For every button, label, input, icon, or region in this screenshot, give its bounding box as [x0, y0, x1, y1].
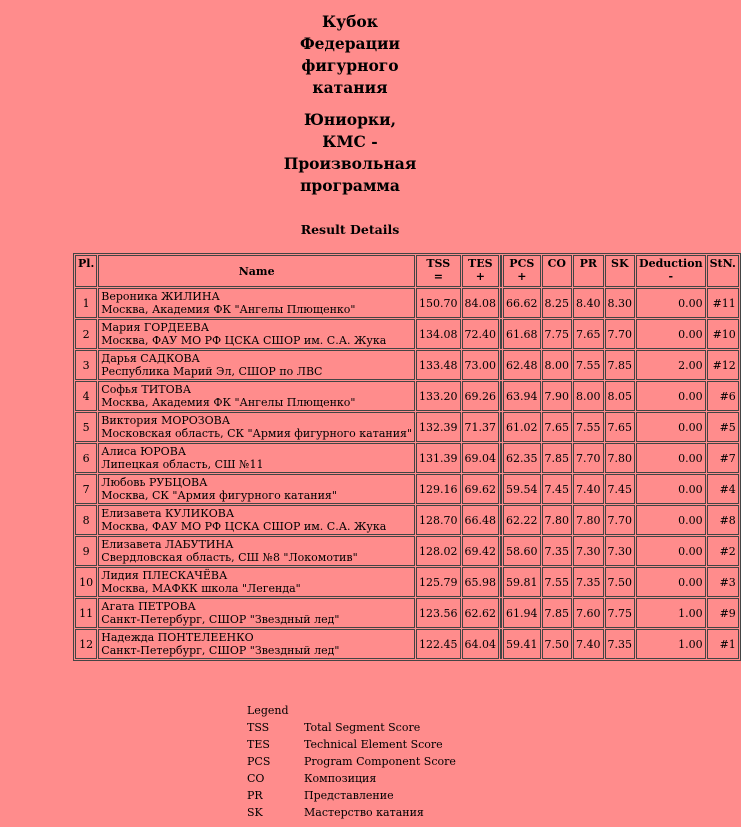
cell-gap: [500, 443, 502, 473]
cell-pr: 7.60: [573, 598, 604, 628]
cell-pr: 7.30: [573, 536, 604, 566]
table-row: [75, 443, 739, 473]
header-deduction-op: -: [668, 270, 674, 283]
cell-deduction: 2.00: [636, 350, 706, 380]
cell-co: 7.75: [542, 319, 573, 349]
cell-pcs: 66.62: [503, 288, 541, 318]
cell-place: 4: [75, 381, 97, 411]
header-tss: [416, 255, 461, 287]
cell-place: 6: [75, 443, 97, 473]
header-gap: [500, 255, 502, 287]
legend-row: [247, 787, 456, 804]
cell-co: 7.65: [542, 412, 573, 442]
athlete-name: Вероника ЖИЛИНА: [101, 290, 220, 303]
cell-name: [98, 319, 415, 349]
cell-pr: 8.40: [573, 288, 604, 318]
cell-name: [98, 350, 415, 380]
cell-tss: 133.20: [416, 381, 461, 411]
legend-title: Legend: [247, 704, 289, 717]
cell-starting-number: #5: [707, 412, 739, 442]
legend-abbr: PR: [247, 789, 263, 802]
cell-name: [98, 598, 415, 628]
cell-place: 2: [75, 319, 97, 349]
cell-pcs: 61.02: [503, 412, 541, 442]
table-row: [75, 629, 739, 659]
legend-items: [247, 719, 456, 821]
cell-tes: 72.40: [462, 319, 500, 349]
athlete-club: Республика Марий Эл, СШОР по ЛВС: [101, 365, 323, 378]
cell-pr: 7.80: [573, 505, 604, 535]
cell-gap: [500, 381, 502, 411]
cell-gap: [500, 319, 502, 349]
cell-place: 11: [75, 598, 97, 628]
cell-name: [98, 567, 415, 597]
cell-deduction: 1.00: [636, 629, 706, 659]
cell-sk: 7.70: [605, 505, 636, 535]
cell-pr: 7.55: [573, 350, 604, 380]
cell-name: [98, 412, 415, 442]
cell-starting-number: #10: [707, 319, 739, 349]
cell-co: 7.90: [542, 381, 573, 411]
cell-tes: 84.08: [462, 288, 500, 318]
athlete-name: Алиса ЮРОВА: [101, 445, 187, 458]
event-title: [250, 11, 450, 99]
event-title-line: фигурного: [301, 56, 399, 75]
cell-gap: [500, 505, 502, 535]
cell-sk: 7.30: [605, 536, 636, 566]
header-tes: [462, 255, 500, 287]
segment-title-line: Произвольная: [283, 154, 417, 173]
legend-abbr: TSS: [247, 721, 270, 734]
header-pr: PR: [573, 255, 604, 287]
results-body: [75, 288, 739, 659]
cell-deduction: 0.00: [636, 288, 706, 318]
cell-deduction: 0.00: [636, 412, 706, 442]
table-row: [75, 536, 739, 566]
cell-tes: 71.37: [462, 412, 500, 442]
cell-tes: 65.98: [462, 567, 500, 597]
cell-deduction: 0.00: [636, 319, 706, 349]
cell-co: 7.45: [542, 474, 573, 504]
cell-sk: 7.70: [605, 319, 636, 349]
legend-row: [247, 719, 456, 736]
cell-tes: 69.62: [462, 474, 500, 504]
header-sk: SK: [605, 255, 636, 287]
table-row: [75, 598, 739, 628]
cell-pcs: 61.68: [503, 319, 541, 349]
athlete-name: Елизавета ЛАБУТИНА: [101, 538, 234, 551]
cell-name: [98, 381, 415, 411]
cell-place: 8: [75, 505, 97, 535]
athlete-club: Москва, МАФКК школа "Легенда": [101, 582, 301, 595]
cell-starting-number: #7: [707, 443, 739, 473]
cell-pcs: 59.41: [503, 629, 541, 659]
cell-pr: 7.65: [573, 319, 604, 349]
cell-tss: 125.79: [416, 567, 461, 597]
cell-pr: 8.00: [573, 381, 604, 411]
cell-tes: 62.62: [462, 598, 500, 628]
legend-description: Total Segment Score: [304, 721, 421, 734]
legend-row: [247, 804, 456, 821]
cell-starting-number: #8: [707, 505, 739, 535]
cell-co: 7.80: [542, 505, 573, 535]
cell-deduction: 0.00: [636, 381, 706, 411]
cell-sk: 8.05: [605, 381, 636, 411]
cell-sk: 7.75: [605, 598, 636, 628]
cell-sk: 7.45: [605, 474, 636, 504]
athlete-club: Москва, Академия ФК "Ангелы Плющенко": [101, 303, 356, 316]
cell-tss: 133.48: [416, 350, 461, 380]
cell-sk: 7.85: [605, 350, 636, 380]
table-row: [75, 350, 739, 380]
cell-tss: 122.45: [416, 629, 461, 659]
cell-gap: [500, 288, 502, 318]
cell-name: [98, 505, 415, 535]
header-deduction-label: Deduction: [639, 257, 703, 270]
cell-sk: 7.65: [605, 412, 636, 442]
athlete-name: Софья ТИТОВА: [101, 383, 192, 396]
cell-name: [98, 288, 415, 318]
cell-co: 8.00: [542, 350, 573, 380]
athlete-club: Москва, ФАУ МО РФ ЦСКА СШОР им. С.А. Жука: [101, 334, 387, 347]
athlete-club: Москва, ФАУ МО РФ ЦСКА СШОР им. С.А. Жука: [101, 520, 387, 533]
legend-abbr: SK: [247, 806, 263, 819]
cell-pcs: 59.54: [503, 474, 541, 504]
cell-pr: 7.40: [573, 629, 604, 659]
cell-co: 8.25: [542, 288, 573, 318]
legend-description: Представление: [304, 789, 394, 802]
cell-tss: 128.70: [416, 505, 461, 535]
cell-tss: 150.70: [416, 288, 461, 318]
legend-description: Композиция: [304, 772, 377, 785]
event-title-line: катания: [312, 78, 388, 97]
cell-co: 7.85: [542, 598, 573, 628]
header-pcs-op: +: [517, 270, 527, 283]
cell-starting-number: #2: [707, 536, 739, 566]
cell-deduction: 0.00: [636, 536, 706, 566]
athlete-name: Лидия ПЛЕСКАЧЁВА: [101, 569, 228, 582]
cell-pr: 7.70: [573, 443, 604, 473]
cell-place: 10: [75, 567, 97, 597]
legend-abbr: CO: [247, 772, 265, 785]
cell-place: 3: [75, 350, 97, 380]
cell-gap: [500, 536, 502, 566]
header-place: Pl.: [75, 255, 97, 287]
cell-place: 12: [75, 629, 97, 659]
cell-deduction: 0.00: [636, 443, 706, 473]
athlete-name: Елизавета КУЛИКОВА: [101, 507, 235, 520]
results-table: [73, 253, 741, 661]
cell-name: [98, 629, 415, 659]
athlete-name: Любовь РУБЦОВА: [101, 476, 208, 489]
cell-tes: 69.42: [462, 536, 500, 566]
athlete-club: Московская область, СК "Армия фигурного катания": [101, 427, 413, 440]
cell-co: 7.50: [542, 629, 573, 659]
section-title: Result Details: [300, 222, 400, 237]
cell-tss: 123.56: [416, 598, 461, 628]
cell-gap: [500, 598, 502, 628]
cell-deduction: 0.00: [636, 567, 706, 597]
cell-deduction: 0.00: [636, 505, 706, 535]
header-pcs-label: PCS: [509, 257, 535, 270]
table-row: [75, 505, 739, 535]
cell-pcs: 62.48: [503, 350, 541, 380]
legend-description: Program Component Score: [304, 755, 456, 768]
cell-starting-number: #6: [707, 381, 739, 411]
header-co: CO: [542, 255, 573, 287]
cell-place: 1: [75, 288, 97, 318]
legend-description: Technical Element Score: [304, 738, 443, 751]
athlete-club: Свердловская область, СШ №8 "Локомотив": [101, 551, 358, 564]
table-row: [75, 381, 739, 411]
legend-description: Мастерство катания: [304, 806, 424, 819]
cell-co: 7.85: [542, 443, 573, 473]
table-row: [75, 412, 739, 442]
cell-starting-number: #4: [707, 474, 739, 504]
cell-tes: 69.04: [462, 443, 500, 473]
cell-tes: 64.04: [462, 629, 500, 659]
cell-place: 9: [75, 536, 97, 566]
cell-tss: 131.39: [416, 443, 461, 473]
cell-starting-number: #12: [707, 350, 739, 380]
cell-pr: 7.35: [573, 567, 604, 597]
cell-sk: 8.30: [605, 288, 636, 318]
cell-starting-number: #1: [707, 629, 739, 659]
cell-starting-number: #3: [707, 567, 739, 597]
legend-row: [247, 753, 456, 770]
segment-title-line: Юниорки,: [303, 110, 397, 129]
cell-name: [98, 443, 415, 473]
cell-tss: 132.39: [416, 412, 461, 442]
header-tss-label: TSS: [426, 257, 451, 270]
header-pcs: [503, 255, 541, 287]
segment-title: [250, 109, 450, 197]
cell-pcs: 62.35: [503, 443, 541, 473]
table-row: [75, 567, 739, 597]
table-row: [75, 474, 739, 504]
header-name: Name: [98, 255, 415, 287]
athlete-club: Москва, СК "Армия фигурного катания": [101, 489, 337, 502]
cell-pcs: 62.22: [503, 505, 541, 535]
cell-pcs: 61.94: [503, 598, 541, 628]
cell-place: 7: [75, 474, 97, 504]
cell-pcs: 58.60: [503, 536, 541, 566]
cell-pr: 7.40: [573, 474, 604, 504]
cell-deduction: 1.00: [636, 598, 706, 628]
legend-abbr: PCS: [247, 755, 271, 768]
cell-place: 5: [75, 412, 97, 442]
legend: [247, 702, 456, 821]
header-tes-label: TES: [468, 257, 493, 270]
cell-tes: 73.00: [462, 350, 500, 380]
legend-row: [247, 770, 456, 787]
cell-tes: 69.26: [462, 381, 500, 411]
cell-name: [98, 536, 415, 566]
cell-pr: 7.55: [573, 412, 604, 442]
athlete-club: Липецкая область, СШ №11: [101, 458, 264, 471]
event-title-line: Федерации: [299, 34, 401, 53]
cell-gap: [500, 567, 502, 597]
athlete-name: Виктория МОРОЗОВА: [101, 414, 231, 427]
athlete-name: Дарья САДКОВА: [101, 352, 200, 365]
cell-sk: 7.80: [605, 443, 636, 473]
cell-gap: [500, 412, 502, 442]
cell-gap: [500, 350, 502, 380]
header-tes-op: +: [475, 270, 485, 283]
event-title-line: Кубок: [322, 12, 378, 31]
table-row: [75, 288, 739, 318]
athlete-club: Санкт-Петербург, СШОР "Звездный лед": [101, 613, 340, 626]
cell-name: [98, 474, 415, 504]
athlete-name: Мария ГОРДЕЕВА: [101, 321, 210, 334]
athlete-name: Агата ПЕТРОВА: [101, 600, 196, 613]
table-header-row: [75, 255, 739, 287]
athlete-club: Москва, Академия ФК "Ангелы Плющенко": [101, 396, 356, 409]
cell-pcs: 59.81: [503, 567, 541, 597]
segment-title-line: программа: [300, 176, 400, 195]
athlete-name: Надежда ПОНТЕЛЕЕНКО: [101, 631, 254, 644]
cell-co: 7.35: [542, 536, 573, 566]
cell-tes: 66.48: [462, 505, 500, 535]
cell-tss: 134.08: [416, 319, 461, 349]
cell-gap: [500, 629, 502, 659]
header-deduction: [636, 255, 706, 287]
cell-tss: 128.02: [416, 536, 461, 566]
cell-pcs: 63.94: [503, 381, 541, 411]
cell-sk: 7.35: [605, 629, 636, 659]
cell-sk: 7.50: [605, 567, 636, 597]
legend-abbr: TES: [247, 738, 270, 751]
cell-starting-number: #11: [707, 288, 739, 318]
legend-row: [247, 736, 456, 753]
cell-starting-number: #9: [707, 598, 739, 628]
table-row: [75, 319, 739, 349]
cell-co: 7.55: [542, 567, 573, 597]
athlete-club: Санкт-Петербург, СШОР "Звездный лед": [101, 644, 340, 657]
segment-title-line: КМС -: [322, 132, 378, 151]
cell-tss: 129.16: [416, 474, 461, 504]
cell-deduction: 0.00: [636, 474, 706, 504]
header-starting-number: StN.: [707, 255, 739, 287]
header-tss-op: =: [433, 270, 443, 283]
cell-gap: [500, 474, 502, 504]
